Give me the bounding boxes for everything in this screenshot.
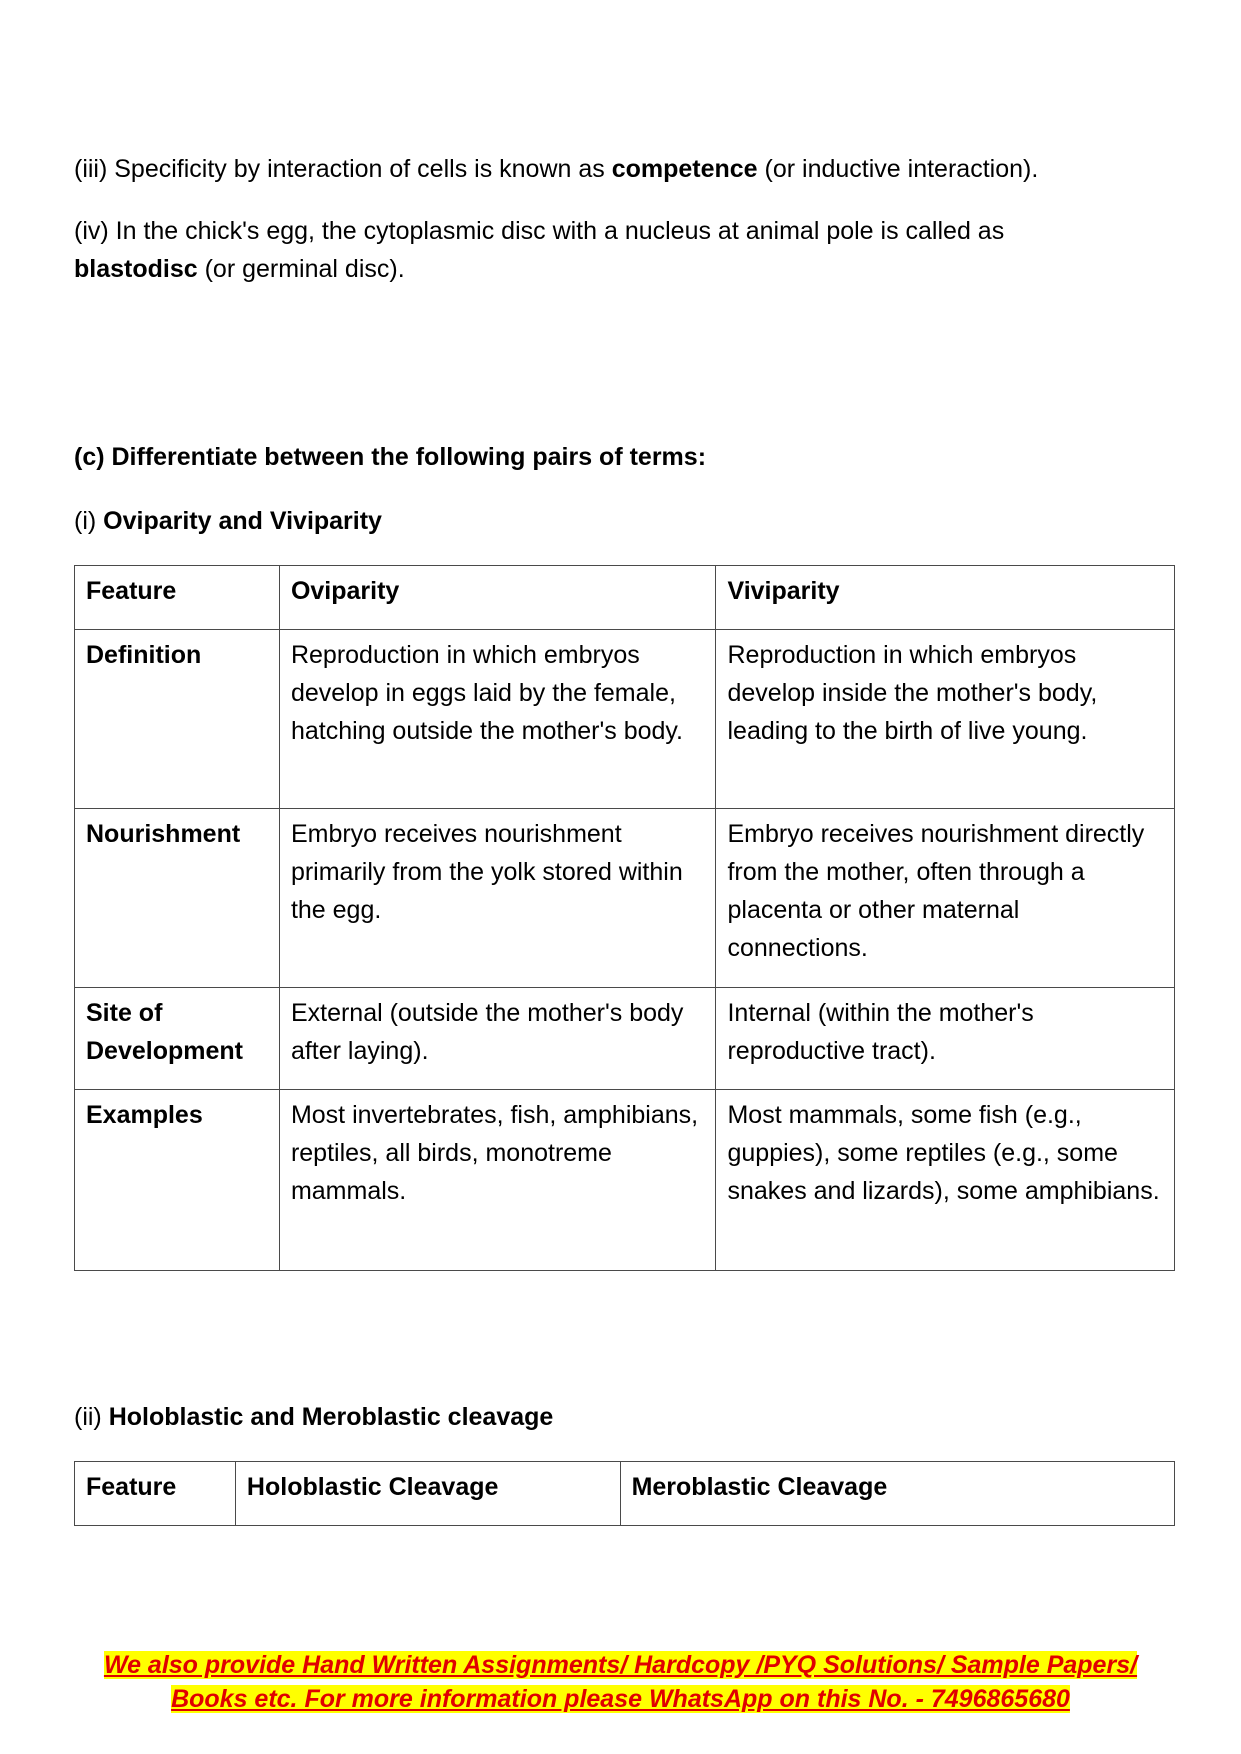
header-oviparity: Oviparity xyxy=(279,566,716,630)
pair1-prefix: (i) xyxy=(74,507,104,535)
header-feature: Feature xyxy=(75,566,280,630)
pair1-title: Oviparity and Viviparity xyxy=(103,507,382,535)
paragraph-iii xyxy=(74,150,1174,188)
row-feature: Site of Development xyxy=(75,988,280,1090)
promo-line-2: Books etc. For more information please WhatsApp on this No. - 7496865680 xyxy=(171,1685,1070,1713)
section-c-heading: (c) Differentiate between the following pairs of terms: xyxy=(74,443,707,471)
header-viviparity: Viviparity xyxy=(716,566,1175,630)
header-feature: Feature xyxy=(75,1462,236,1526)
paragraph-iv-suffix: (or germinal disc). xyxy=(197,255,405,283)
promo-footer xyxy=(0,1648,1241,1716)
paragraph-iv-line1: (iv) In the chick's egg, the cytoplasmic disc with a nucleus at animal pole is called as xyxy=(74,217,1005,245)
pair2-title: Holoblastic and Meroblastic cleavage xyxy=(108,1403,554,1431)
row-viviparity-cell: Embryo receives nourishment directly from the mother, often through a placenta or other maternal connections. xyxy=(716,809,1175,988)
table-header-row xyxy=(75,1462,1175,1526)
paragraph-iv xyxy=(74,212,1174,288)
row-feature: Nourishment xyxy=(75,809,280,988)
table-header-row xyxy=(75,566,1175,630)
pair2-prefix: (ii) xyxy=(74,1403,109,1431)
promo-line-1: We also provide Hand Written Assignments/ Hardcopy /PYQ Solutions/ Sample Papers/ xyxy=(103,1651,1138,1679)
paragraph-iii-prefix: (iii) Specificity by interaction of cells is known as xyxy=(74,155,612,183)
pair1-heading xyxy=(74,502,1174,540)
row-oviparity-cell: Most invertebrates, fish, amphibians, reptiles, all birds, monotreme mammals. xyxy=(279,1090,716,1271)
header-holoblastic: Holoblastic Cleavage xyxy=(235,1462,620,1526)
table-row xyxy=(75,988,1175,1090)
row-oviparity-cell: Embryo receives nourishment primarily from the yolk stored within the egg. xyxy=(279,809,716,988)
header-meroblastic: Meroblastic Cleavage xyxy=(620,1462,1174,1526)
term-blastodisc: blastodisc xyxy=(74,255,198,283)
row-viviparity-cell: Internal (within the mother's reproductive tract). xyxy=(716,988,1175,1090)
row-oviparity-cell: Reproduction in which embryos develop in eggs laid by the female, hatching outside the mother's body. xyxy=(279,630,716,809)
row-oviparity-cell: External (outside the mother's body after laying). xyxy=(279,988,716,1090)
table-row xyxy=(75,1090,1175,1271)
row-feature: Examples xyxy=(75,1090,280,1271)
pair2-heading xyxy=(74,1398,1174,1436)
term-competence: competence xyxy=(611,155,758,183)
row-viviparity-cell: Most mammals, some fish (e.g., guppies), some reptiles (e.g., some snakes and lizards), some amphibians. xyxy=(716,1090,1175,1271)
row-viviparity-cell: Reproduction in which embryos develop inside the mother's body, leading to the birth of live young. xyxy=(716,630,1175,809)
table-row xyxy=(75,809,1175,988)
oviparity-viviparity-table xyxy=(74,565,1175,1271)
row-feature: Definition xyxy=(75,630,280,809)
holoblastic-meroblastic-table xyxy=(74,1461,1175,1526)
paragraph-iii-suffix: (or inductive interaction). xyxy=(757,155,1039,183)
table-row xyxy=(75,630,1175,809)
